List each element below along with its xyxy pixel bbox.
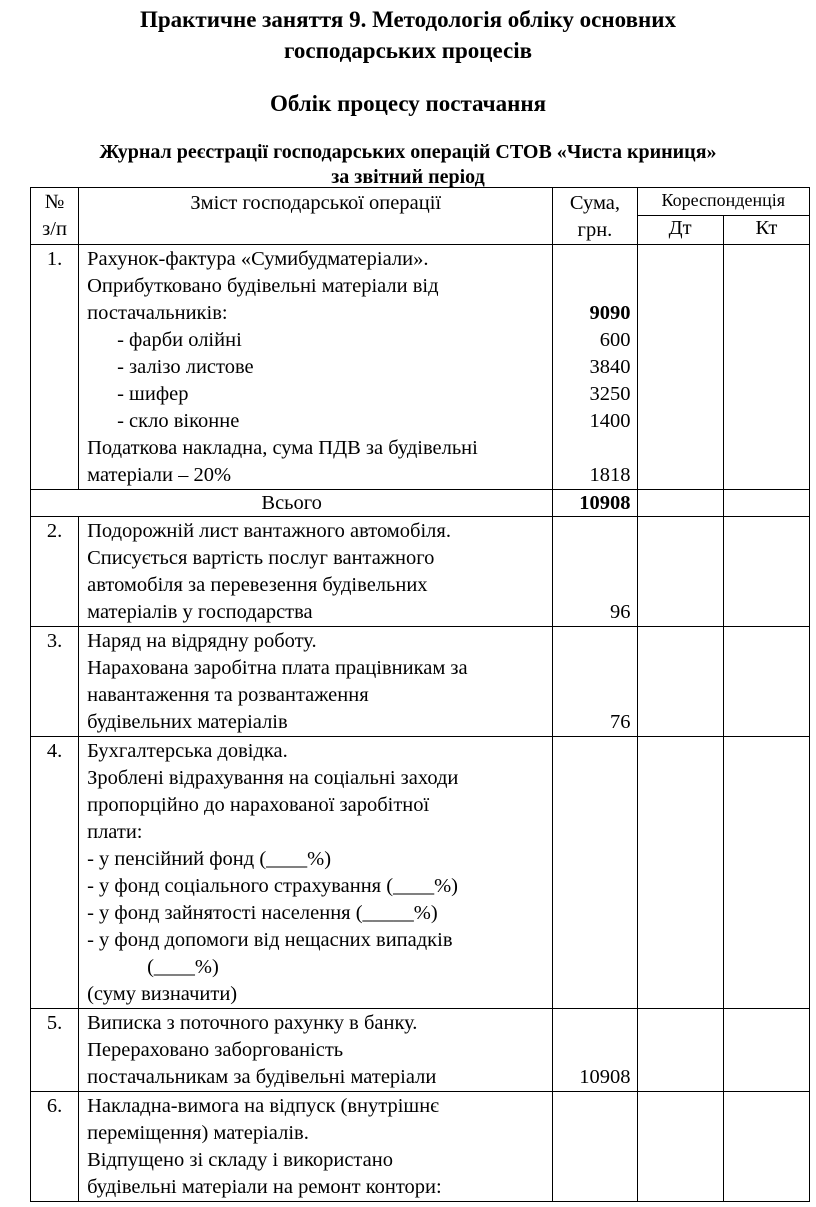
header-credit: Кт [723, 215, 809, 244]
table-row [31, 627, 810, 737]
row-number: 3. [31, 627, 79, 737]
total-value: 10908 [553, 490, 637, 517]
row-credit[interactable] [723, 245, 809, 490]
table-row [31, 1009, 810, 1092]
row-debit[interactable] [637, 1009, 723, 1092]
row-sum: 9090 600 3840 3250 1400 1818 [553, 245, 637, 490]
row-number: 2. [31, 517, 79, 627]
header-debit: Дт [637, 215, 723, 244]
row-content: Накладна-вимога на відпуск (внутрішнє переміщення) матеріалів. Відпущено зі складу і використано будівельні матеріали на ремонт контори: [79, 1092, 553, 1202]
row-sum: 76 [553, 627, 637, 737]
row-content: Наряд на відрядну роботу. Нарахована заробітна плата працівникам за навантаження та розвантаження будівельних матеріалів [79, 627, 553, 737]
header-correspondence: Кореспонденція [637, 188, 809, 216]
row-credit[interactable] [723, 1009, 809, 1092]
row-sum: 96 [553, 517, 637, 627]
row-content: Виписка з поточного рахунку в банку. Перераховано заборгованість постачальникам за будівельні матеріали [79, 1009, 553, 1092]
header-sum: Сума, грн. [553, 188, 637, 245]
page-subtitle: Облік процесу постачання [269, 91, 547, 116]
row-sum [553, 1092, 637, 1202]
table-row [31, 737, 810, 1009]
journal-title: Журнал реєстрації господарських операцій СТОВ «Чиста криниця» за звітний період [99, 141, 717, 188]
row-credit[interactable] [723, 490, 809, 517]
row-credit[interactable] [723, 1092, 809, 1202]
header-content: Зміст господарської операції [79, 188, 553, 245]
row-sum [553, 737, 637, 1009]
table-row [31, 1092, 810, 1202]
row-credit[interactable] [723, 517, 809, 627]
row-debit[interactable] [637, 517, 723, 627]
row-debit[interactable] [637, 627, 723, 737]
row-debit[interactable] [637, 737, 723, 1009]
row-number: 5. [31, 1009, 79, 1092]
row-credit[interactable] [723, 627, 809, 737]
row-debit[interactable] [637, 1092, 723, 1202]
row-number: 6. [31, 1092, 79, 1202]
row-debit[interactable] [637, 490, 723, 517]
total-row [31, 490, 810, 517]
row-sum: 10908 [553, 1009, 637, 1092]
row-content: Бухгалтерська довідка. Зроблені відрахування на соціальні заходи пропорційно до нарахованої заробітної плати: - у пенсійний фонд (____%) - у фонд соціального страхування (____%) - у фонд зайнятості населення (_____%) - у фонд допомоги від нещасних випадків (____%) (суму визначити) [79, 737, 553, 1009]
journal-table [30, 187, 810, 1202]
header-number: № з/п [31, 188, 79, 245]
table-row [31, 517, 810, 627]
page-title: Практичне заняття 9. Методологія обліку основних господарських процесів [139, 7, 676, 63]
row-content: Рахунок-фактура «Сумибудматеріали». Оприбутковано будівельні матеріали від постачальників: - фарби олійні - залізо листове - шифер - скло віконне Податкова накладна, сума ПДВ за будівельні матеріали – 20% [79, 245, 553, 490]
row-debit[interactable] [637, 245, 723, 490]
row-content: Подорожній лист вантажного автомобіля. Списується вартість послуг вантажного автомобіля за перевезення будівельних матеріалів у господарства [79, 517, 553, 627]
row-number: 4. [31, 737, 79, 1009]
row-credit[interactable] [723, 737, 809, 1009]
row-number: 1. [31, 245, 79, 490]
table-row [31, 245, 810, 490]
table-header-row [31, 188, 810, 216]
total-label: Всього [31, 490, 553, 517]
